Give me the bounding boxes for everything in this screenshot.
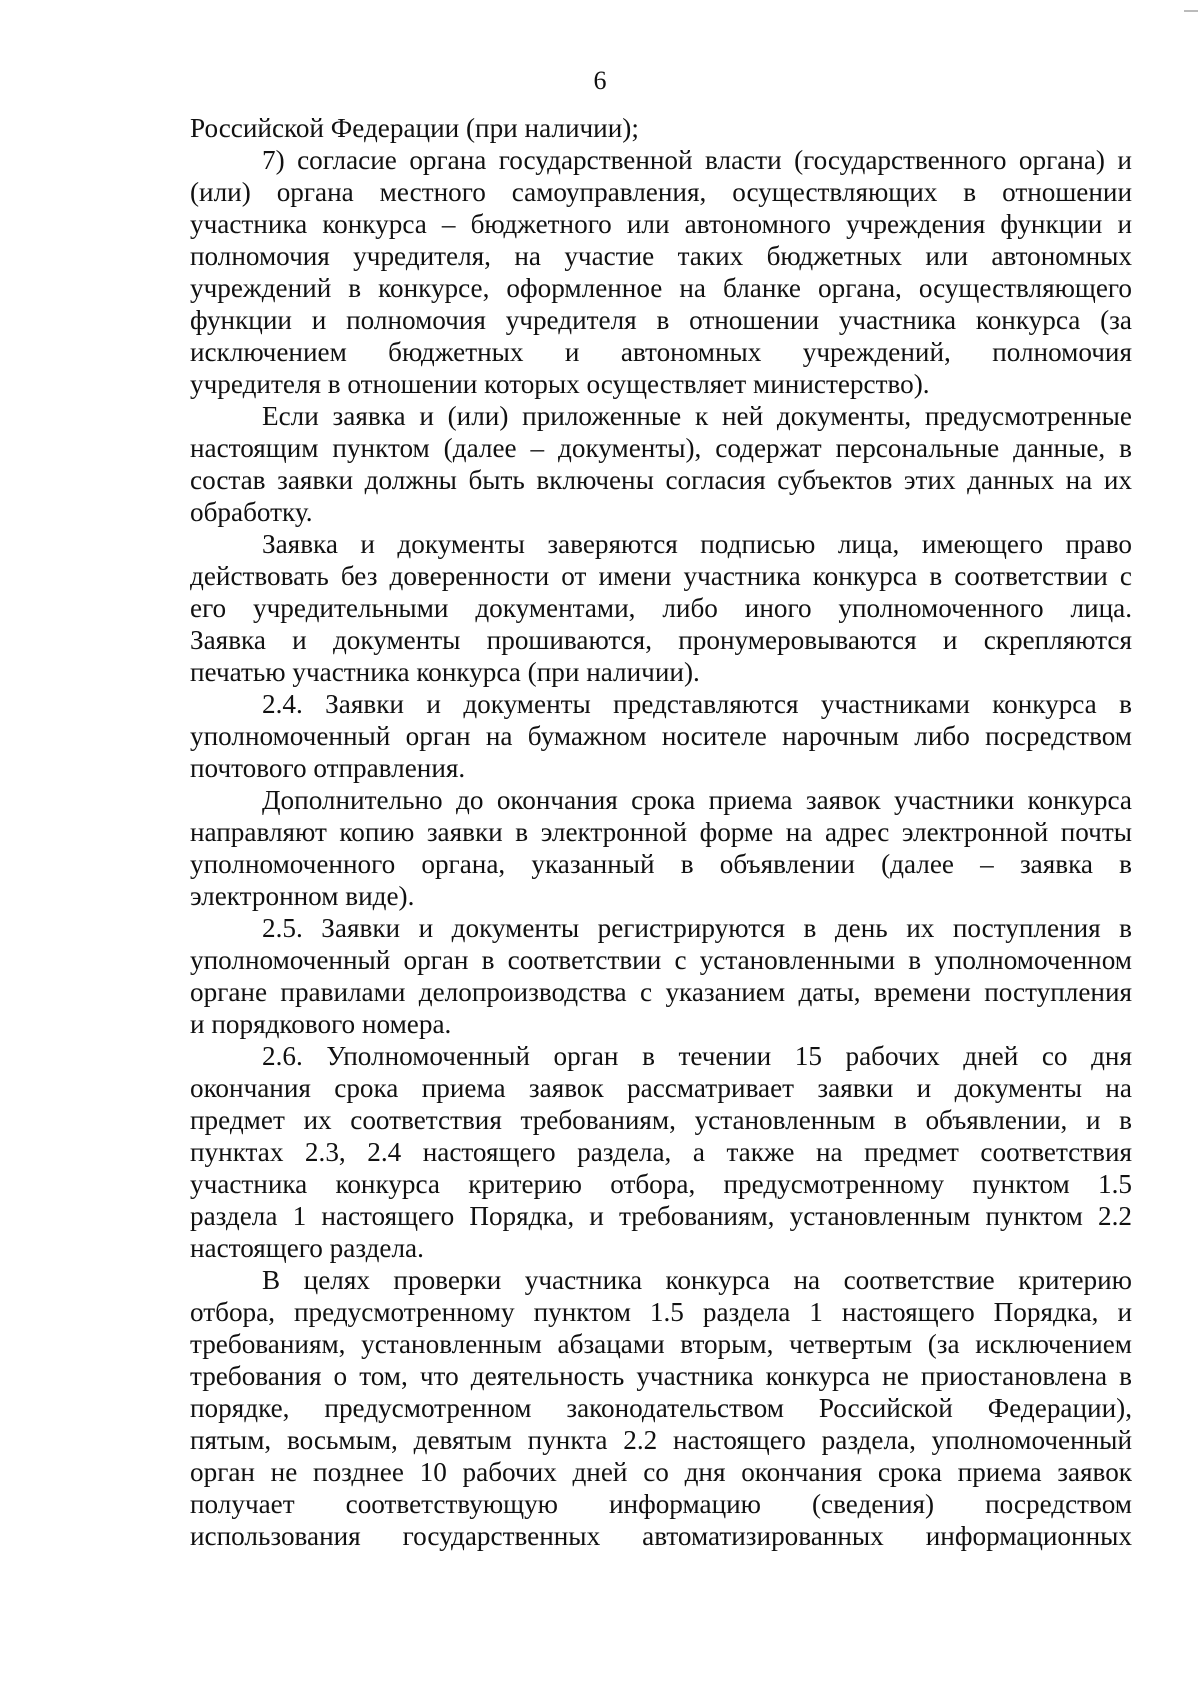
text-line: уполномоченного органа, указанный в объявлении (далее – заявка в <box>190 849 1132 879</box>
text-line: пунктах 2.3, 2.4 настоящего раздела, а также на предмет соответствия <box>190 1137 1132 1167</box>
text-line: 7) согласие органа государственной власти (государственного органа) и <box>262 145 1132 175</box>
text-line: 2.4. Заявки и документы представляются участниками конкурса в <box>262 689 1132 719</box>
text-line: действовать без доверенности от имени участника конкурса в соответствии с <box>190 561 1132 591</box>
text-line: печатью участника конкурса (при наличии). <box>190 657 700 687</box>
text-line: уполномоченный орган в соответствии с установленными в уполномоченном <box>190 945 1132 975</box>
text-line: почтового отправления. <box>190 753 466 783</box>
text-line: (или) органа местного самоуправления, осуществляющих в отношении <box>190 177 1132 207</box>
text-line: полномочия учредителя, на участие таких бюджетных или автономных <box>190 241 1132 271</box>
text-line: требования о том, что деятельность участника конкурса не приостановлена в <box>190 1361 1132 1391</box>
text-line: настоящего раздела. <box>190 1233 424 1263</box>
text-line: порядке, предусмотренном законодательством Российской Федерации), <box>190 1393 1132 1423</box>
text-line: требованиям, установленным абзацами вторым, четвертым (за исключением <box>190 1329 1132 1359</box>
text-line: электронном виде). <box>190 881 415 911</box>
text-line: Если заявка и (или) приложенные к ней документы, предусмотренные <box>262 401 1132 431</box>
scan-edge-mark <box>1184 10 1198 12</box>
text-line: участника конкурса – бюджетного или автономного учреждения функции и <box>190 209 1132 239</box>
text-line: Российской Федерации (при наличии); <box>190 113 639 143</box>
text-line: отбора, предусмотренному пунктом 1.5 раздела 1 настоящего Порядка, и <box>190 1297 1132 1327</box>
text-line: получает соответствующую информацию (сведения) посредством <box>190 1489 1132 1519</box>
text-line: предмет их соответствия требованиям, установленным в объявлении, и в <box>190 1105 1132 1135</box>
text-line: Заявка и документы заверяются подписью лица, имеющего право <box>262 529 1132 559</box>
text-line: В целях проверки участника конкурса на соответствие критерию <box>262 1265 1132 1295</box>
text-line: раздела 1 настоящего Порядка, и требованиям, установленным пунктом 2.2 <box>190 1201 1132 1231</box>
text-line: обработку. <box>190 497 313 527</box>
text-line: окончания срока приема заявок рассматривает заявки и документы на <box>190 1073 1132 1103</box>
text-line: пятым, восьмым, девятым пункта 2.2 настоящего раздела, уполномоченный <box>190 1425 1132 1455</box>
text-line: использования государственных автоматизированных информационных <box>190 1521 1132 1551</box>
text-line: и порядкового номера. <box>190 1009 452 1039</box>
text-line: Заявка и документы прошиваются, пронумеровываются и скрепляются <box>190 625 1132 655</box>
text-line: состав заявки должны быть включены согласия субъектов этих данных на их <box>190 465 1132 495</box>
text-line: учредителя в отношении которых осуществляет министерство). <box>190 369 930 399</box>
text-line: 2.5. Заявки и документы регистрируются в день их поступления в <box>262 913 1132 943</box>
text-line: 2.6. Уполномоченный орган в течении 15 рабочих дней со дня <box>262 1041 1132 1071</box>
text-line: уполномоченный орган на бумажном носителе нарочным либо посредством <box>190 721 1132 751</box>
text-line: настоящим пунктом (далее – документы), содержат персональные данные, в <box>190 433 1132 463</box>
text-line: орган не позднее 10 рабочих дней со дня окончания срока приема заявок <box>190 1457 1132 1487</box>
text-line: направляют копию заявки в электронной форме на адрес электронной почты <box>190 817 1132 847</box>
text-line: функции и полномочия учредителя в отношении участника конкурса (за <box>190 305 1132 335</box>
page-number: 6 <box>593 66 607 95</box>
text-line: его учредительными документами, либо иного уполномоченного лица. <box>190 593 1132 623</box>
text-line: Дополнительно до окончания срока приема заявок участники конкурса <box>262 785 1132 815</box>
text-line: учреждений в конкурсе, оформленное на бланке органа, осуществляющего <box>190 273 1132 303</box>
text-line: органе правилами делопроизводства с указанием даты, времени поступления <box>190 977 1132 1007</box>
text-line: участника конкурса критерию отбора, предусмотренному пунктом 1.5 <box>190 1169 1132 1199</box>
text-line: исключением бюджетных и автономных учреждений, полномочия <box>190 337 1132 367</box>
